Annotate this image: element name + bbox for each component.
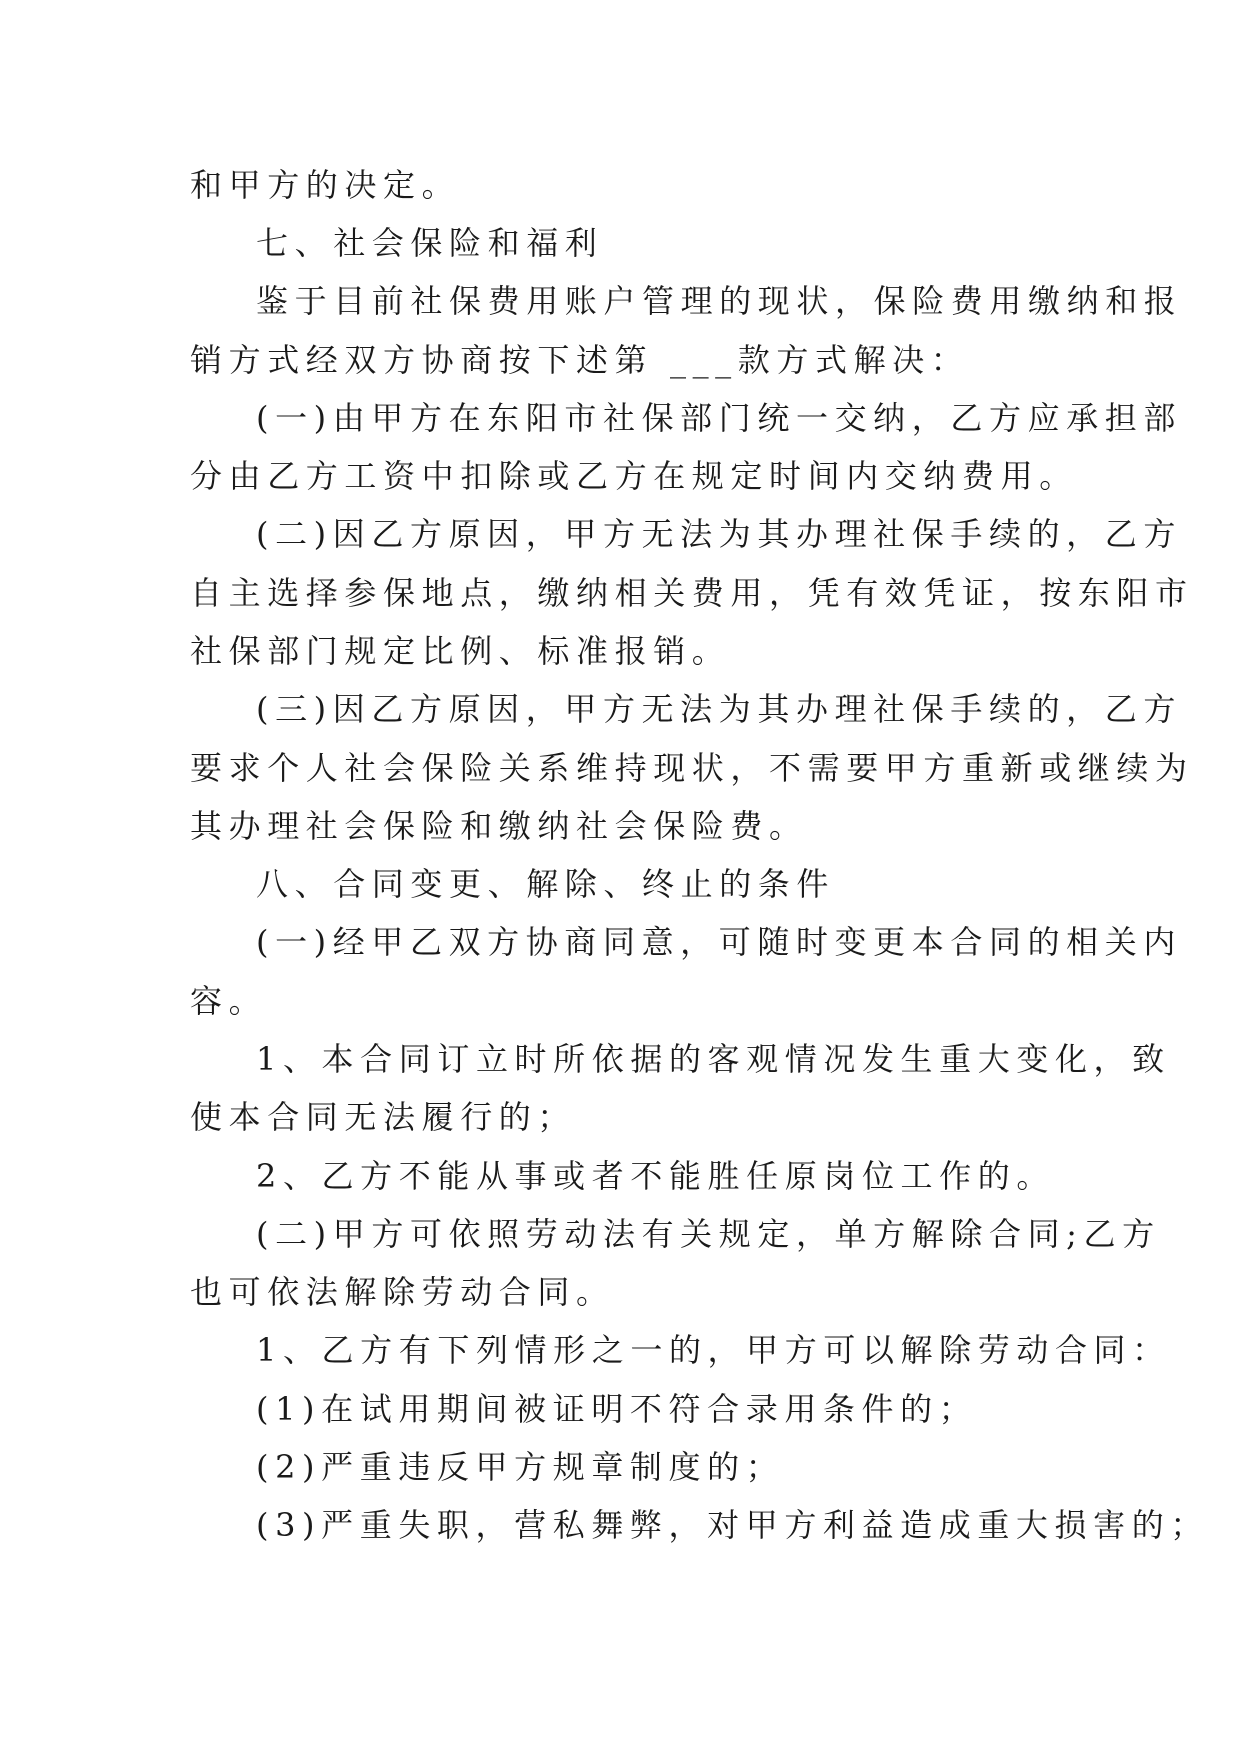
text-line: 1、本合同订立时所依据的客观情况发生重大变化，致 <box>256 1040 1171 1078</box>
section-heading: 八、合同变更、解除、终止的条件 <box>256 865 836 903</box>
text-line: (一)由甲方在东阳市社保部门统一交纳，乙方应承担部 <box>256 399 1182 437</box>
text-line: (一)经甲乙双方协商同意，可随时变更本合同的相关内 <box>256 923 1182 961</box>
text-line: 和甲方的决定。 <box>190 166 461 204</box>
text-line: (二)因乙方原因，甲方无法为其办理社保手续的，乙方 <box>256 515 1182 553</box>
text-line: 社保部门规定比例、标准报销。 <box>190 632 731 670</box>
text-line: (3)严重失职，营私舞弊，对甲方利益造成重大损害的； <box>256 1506 1209 1544</box>
text-line: (三)因乙方原因，甲方无法为其办理社保手续的，乙方 <box>256 690 1182 728</box>
text-line: (二)甲方可依照劳动法有关规定，单方解除合同;乙方 <box>256 1215 1161 1253</box>
text-line: (2)严重违反甲方规章制度的； <box>256 1448 785 1486</box>
section-heading: 七、社会保险和福利 <box>256 224 604 262</box>
text-line: 也可依法解除劳动合同。 <box>190 1273 615 1311</box>
text-line: 容。 <box>190 982 268 1020</box>
text-line: 销方式经双方协商按下述第 ___款方式解决： <box>190 341 970 379</box>
text-line: 2、乙方不能从事或者不能胜任原岗位工作的。 <box>256 1157 1055 1195</box>
text-line: 要求个人社会保险关系维持现状，不需要甲方重新或继续为 <box>190 749 1194 787</box>
text-line: 自主选择参保地点，缴纳相关费用，凭有效凭证，按东阳市 <box>190 574 1194 612</box>
text-line: (1)在试用期间被证明不符合录用条件的； <box>256 1390 978 1428</box>
text-line: 1、乙方有下列情形之一的，甲方可以解除劳动合同： <box>256 1331 1171 1369</box>
text-line: 其办理社会保险和缴纳社会保险费。 <box>190 807 808 845</box>
text-line: 鉴于目前社保费用账户管理的现状，保险费用缴纳和报 <box>256 282 1183 320</box>
text-line: 分由乙方工资中扣除或乙方在规定时间内交纳费用。 <box>190 457 1078 495</box>
text-line: 使本合同无法履行的； <box>190 1098 577 1136</box>
